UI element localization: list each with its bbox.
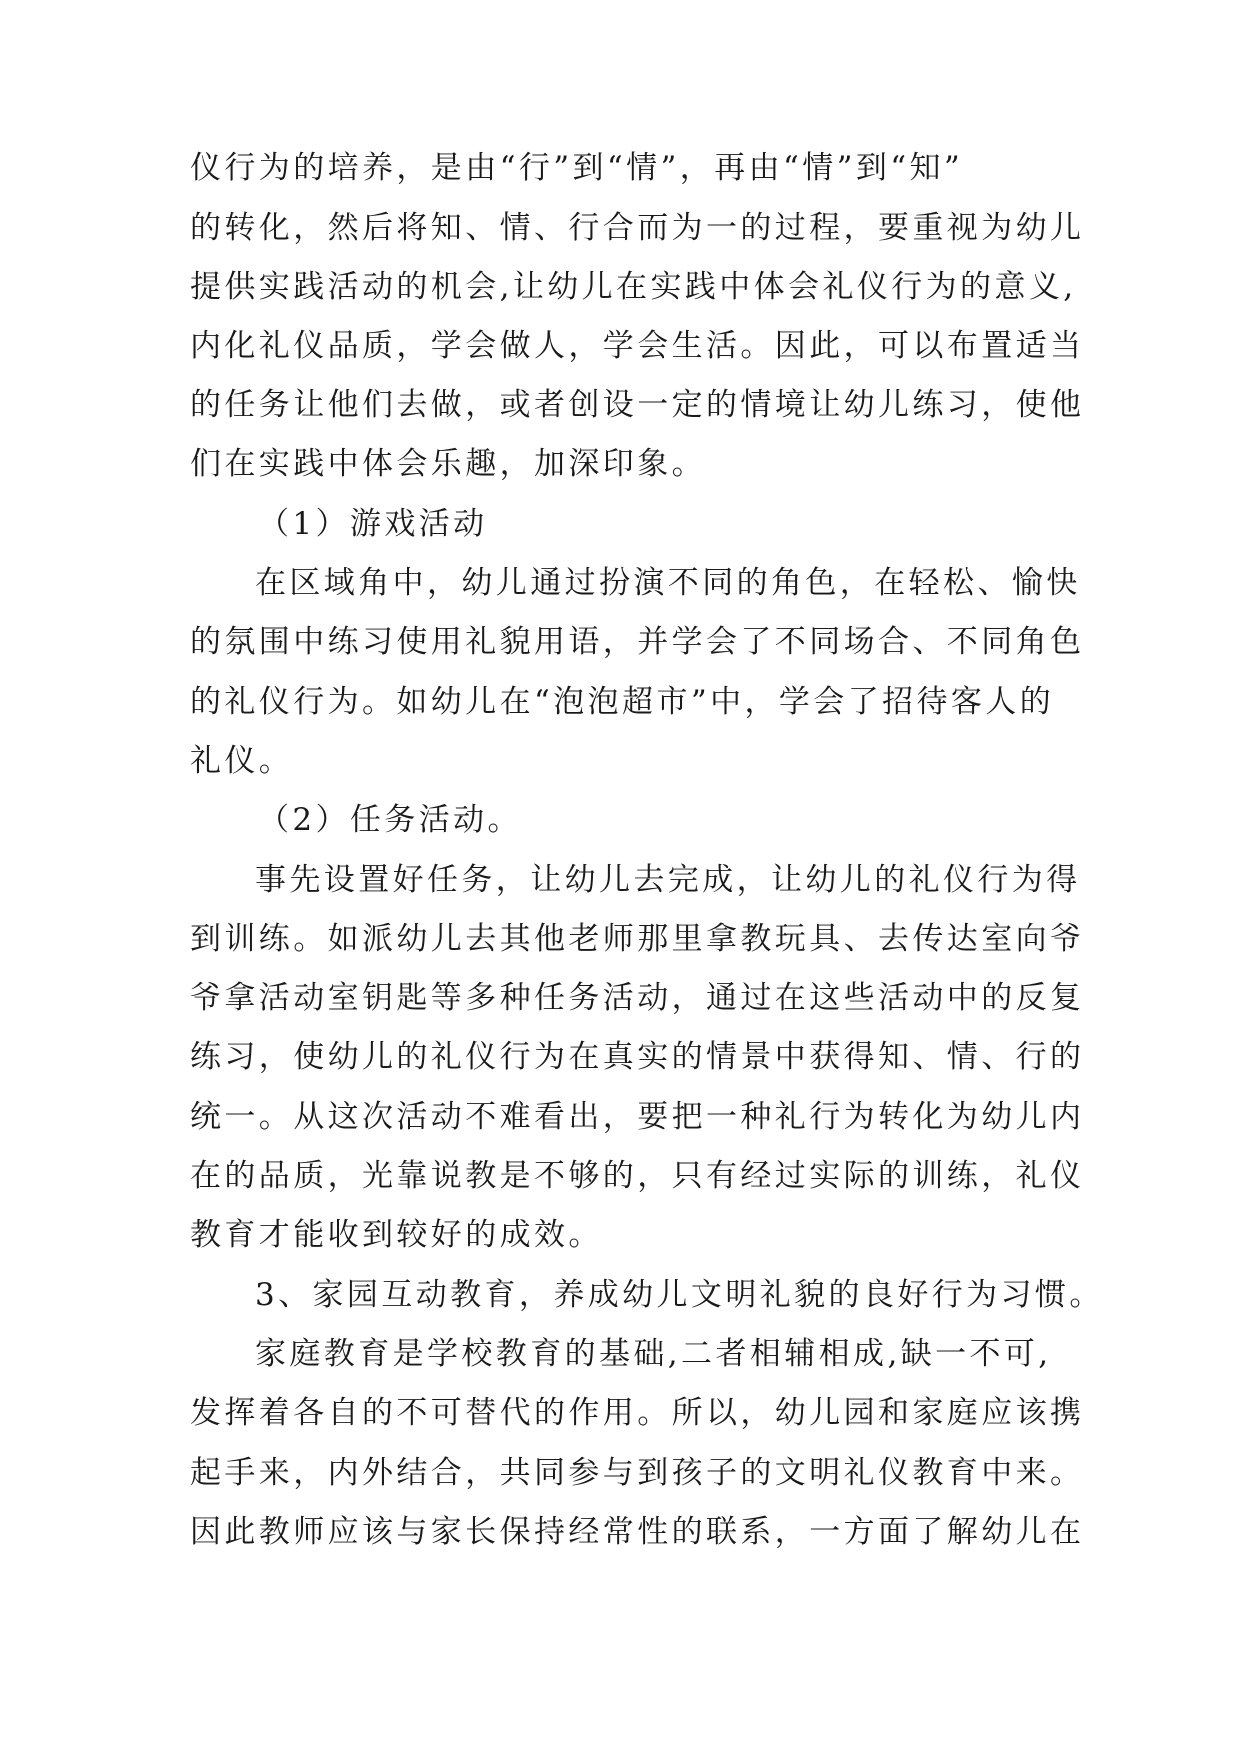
paragraph-line: 起手来，内外结合，共同参与到孩子的文明礼仪教育中来。 [190,1455,1085,1491]
section-heading: （1）游戏活动 [258,506,488,542]
section-heading: （2）任务活动。 [258,802,522,838]
paragraph-line: 因此教师应该与家长保持经常性的联系，一方面了解幼儿在 [190,1514,1085,1550]
section-heading: 3、家园互动教育，养成幼儿文明礼貌的良好行为习惯。 [255,1277,1104,1313]
paragraph-line: 的任务让他们去做，或者创设一定的情境让幼儿练习，使他 [190,387,1085,423]
paragraph-line: 的氛围中练习使用礼貌用语，并学会了不同场合、不同角色 [190,624,1085,660]
paragraph-line: 统一。从这次活动不难看出，要把一种礼行为转化为幼儿内 [190,1099,1085,1135]
paragraph-line: 在的品质，光靠说教是不够的，只有经过实际的训练，礼仪 [190,1158,1085,1194]
paragraph-line: 家庭教育是学校教育的基础,二者相辅相成,缺一不可, [255,1336,1052,1372]
paragraph-line: 爷拿活动室钥匙等多种任务活动，通过在这些活动中的反复 [190,980,1085,1016]
paragraph-line: 在区域角中，幼儿通过扮演不同的角色，在轻松、愉快 [255,565,1081,601]
paragraph-line: 的礼仪行为。如幼儿在“泡泡超市”中，学会了招待客人的 [190,684,1055,720]
paragraph-line: 内化礼仪品质，学会做人，学会生活。因此，可以布置适当 [190,328,1085,364]
paragraph-line: 仪行为的培养，是由“行”到“情”，再由“情”到“知” [190,150,964,186]
paragraph-line: 们在实践中体会乐趣，加深印象。 [190,446,706,482]
paragraph-line: 提供实践活动的机会,让幼儿在实践中体会礼仪行为的意义, [190,269,1077,305]
paragraph-line: 礼仪。 [190,743,294,779]
paragraph-line: 发挥着各自的不可替代的作用。所以，幼儿园和家庭应该携 [190,1395,1085,1431]
paragraph-line: 到训练。如派幼儿去其他老师那里拿教玩具、去传达室向爷 [190,921,1085,957]
paragraph-line: 教育才能收到较好的成效。 [190,1217,603,1253]
paragraph-line: 事先设置好任务，让幼儿去完成，让幼儿的礼仪行为得 [255,862,1081,898]
paragraph-line: 练习，使幼儿的礼仪行为在真实的情景中获得知、情、行的 [190,1039,1085,1075]
paragraph-line: 的转化，然后将知、情、行合而为一的过程，要重视为幼儿 [190,210,1085,246]
